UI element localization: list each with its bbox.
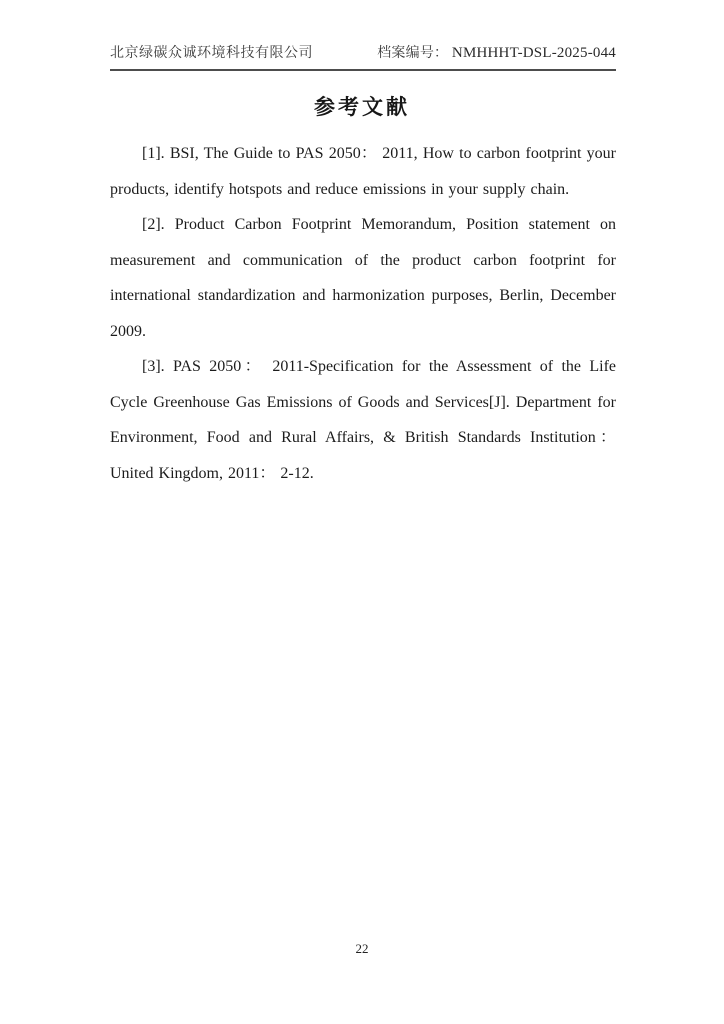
- reference-list: [110, 136, 616, 491]
- page-number: 22: [355, 941, 369, 956]
- doc-number-label: 档案编号：: [377, 46, 449, 61]
- page-title: 参考文献: [314, 95, 410, 119]
- company-name: 北京绿碳众诚环境科技有限公司: [110, 46, 313, 61]
- reference-item: [1]. BSI, The Guide to PAS 2050： 2011, How to carbon footprint your products, identify hotspots and reduce emissions in your supply chain.: [110, 145, 616, 198]
- doc-number-value: NMHHHT-DSL-2025-044: [451, 45, 616, 61]
- doc-number: [377, 42, 616, 62]
- page-header: [110, 42, 616, 71]
- reference-item: [2]. Product Carbon Footprint Memorandum, Position statement on measurement and communication of the product carbon footprint for international standardization and harmonization purposes, Berlin, December 2009.: [110, 216, 616, 340]
- reference-item: [3]. PAS 2050： 2011-Specification for the Assessment of the Life Cycle Greenhouse Gas Emissions of Goods and Services[J]. Department for Environment, Food and Rural Affairs, & British Standards Institution： United Kingdom, 2011： 2-12.: [110, 358, 616, 482]
